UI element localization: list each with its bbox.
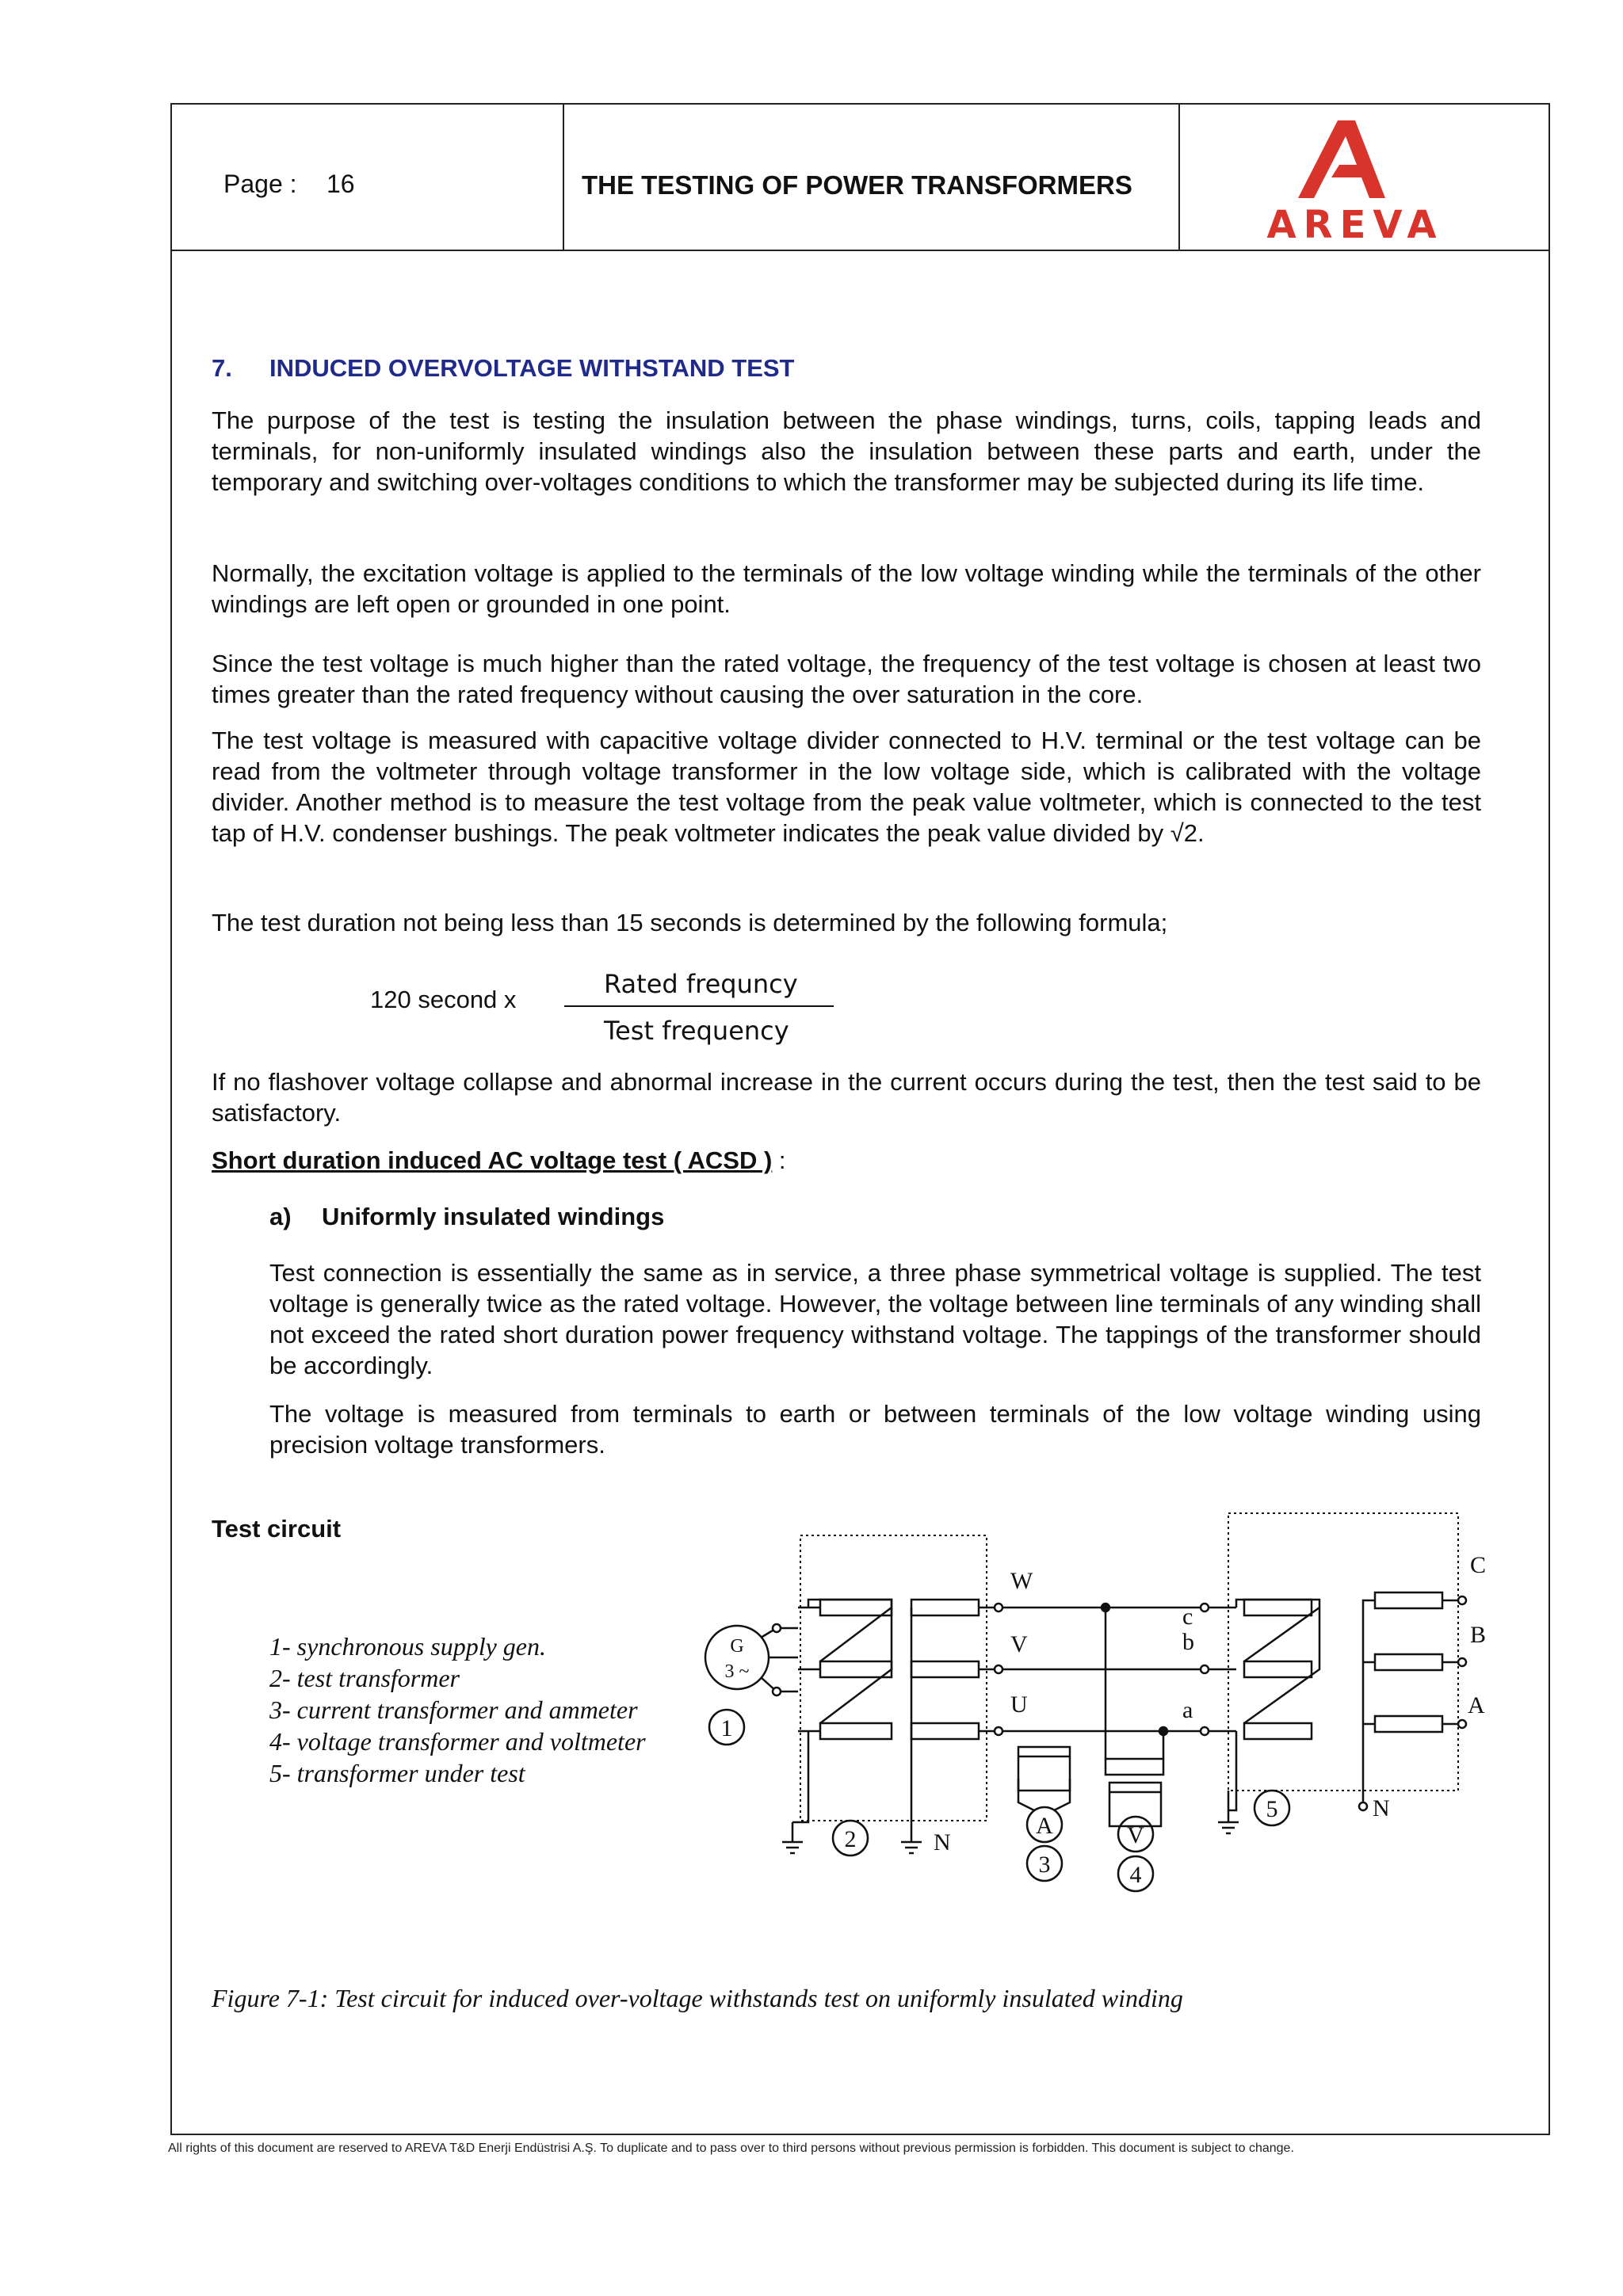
primary-winding — [820, 1723, 892, 1739]
acsd-heading — [212, 1145, 786, 1177]
label-n2: N — [1373, 1795, 1390, 1821]
secondary-winding — [911, 1723, 979, 1739]
label-u: U — [1010, 1691, 1028, 1718]
formula-prefix: 120 second x — [370, 986, 517, 1013]
test-circuit-heading: Test circuit — [212, 1515, 342, 1543]
paragraph-voltage-measured: The voltage is measured from terminals to earth or between terminals of the low voltage winding using precision voltage transformers. — [269, 1400, 1481, 1459]
subsection-a-label: a) — [269, 1203, 292, 1230]
lv-winding — [1244, 1723, 1312, 1739]
label-a-small: a — [1182, 1697, 1193, 1723]
voltage-transformer-secondary — [1109, 1783, 1161, 1826]
primary-winding — [820, 1600, 892, 1615]
paragraph-excitation: Normally, the excitation voltage is applied to the terminals of the low voltage winding while the terminals of the other windings are left open or grounded in one point. — [212, 559, 1481, 618]
subsection-a-heading — [269, 1201, 664, 1233]
label-w: W — [1010, 1568, 1033, 1594]
section-title: INDUCED OVERVOLTAGE WITHSTAND TEST — [269, 354, 795, 382]
formula-fraction-bar — [564, 1005, 834, 1007]
acsd-heading-text: Short duration induced AC voltage test ( ACSD ) — [212, 1146, 773, 1174]
junction — [1102, 1604, 1109, 1611]
gen-label-g: G — [730, 1636, 744, 1657]
ammeter-label: A — [1036, 1813, 1053, 1839]
document-title: THE TESTING OF POWER TRANSFORMERS — [582, 170, 1132, 200]
ground-symbol — [901, 1842, 922, 1853]
current-transformer — [1018, 1747, 1070, 1791]
page-label: Page : — [223, 170, 297, 198]
terminal-v — [995, 1665, 1002, 1673]
voltage-transformer — [1106, 1759, 1163, 1775]
legend-item: 3- current transformer and ammeter — [269, 1695, 638, 1724]
paragraph-test-connection: Test connection is essentially the same as in service, a three phase symmetrical voltage is supplied. The test voltage is generally twice as the rated voltage. However, the voltage between line terminals of any winding shall not exceed the rated short duration power frequency withstand voltage. The tappings of the transformer should be accordingly. — [269, 1259, 1481, 1379]
voltmeter-label: V — [1127, 1822, 1144, 1848]
subsection-a-title: Uniformly insulated windings — [322, 1203, 665, 1230]
hv-star-point — [1363, 1600, 1375, 1802]
acsd-heading-colon: : — [772, 1146, 786, 1174]
terminal-w — [995, 1604, 1002, 1611]
delta-connection — [1228, 1731, 1236, 1810]
terminal-n — [1359, 1802, 1367, 1810]
paragraph-duration: The test duration not being less than 15 seconds is determined by the following formula; — [212, 909, 1168, 936]
gen-label-phase: 3 ~ — [724, 1661, 750, 1682]
callout-2-label: 2 — [844, 1826, 857, 1852]
logo-wordmark: AREVA — [1266, 203, 1444, 246]
terminal-hv-a — [1458, 1720, 1466, 1728]
terminal-u — [995, 1727, 1002, 1735]
callout-3-label: 3 — [1038, 1852, 1051, 1878]
hv-winding — [1375, 1716, 1442, 1732]
section-number: 7. — [212, 354, 232, 382]
terminal-c — [1201, 1604, 1209, 1611]
callout-1-label: 1 — [720, 1715, 733, 1741]
terminal-a — [1201, 1727, 1209, 1735]
terminal-hv-c — [1458, 1596, 1466, 1604]
delta-connection — [1236, 1600, 1319, 1661]
hv-winding — [1375, 1592, 1442, 1608]
terminal — [773, 1624, 781, 1632]
terminal-b — [1201, 1665, 1209, 1673]
callout-5-label: 5 — [1266, 1796, 1278, 1822]
primary-winding — [820, 1661, 892, 1677]
footer-copyright: All rights of this document are reserved to AREVA T&D Enerji Endüstrisi A.Ş. To duplicate and to pass over to third persons without previous permission is forbidden. This document is subject to change. — [168, 2142, 1294, 2155]
legend-item: 5- transformer under test — [269, 1759, 525, 1787]
delta-connection — [820, 1608, 892, 1723]
page-number: 16 — [327, 170, 355, 198]
legend-item: 1- synchronous supply gen. — [269, 1632, 546, 1661]
legend-item: 2- test transformer — [269, 1664, 460, 1692]
label-b-big: B — [1470, 1622, 1487, 1648]
lv-winding — [1244, 1661, 1312, 1677]
label-c-small: c — [1182, 1604, 1193, 1630]
header-divider — [1178, 103, 1180, 251]
label-n1: N — [934, 1829, 951, 1855]
formula-denominator: Test frequency — [604, 1016, 789, 1046]
terminal-hv-b — [1458, 1658, 1466, 1666]
formula-numerator: Rated frequncy — [604, 969, 798, 999]
wire — [1054, 1779, 1070, 1810]
paragraph-purpose: The purpose of the test is testing the insulation between the phase windings, turns, coils, tapping leads and terminals, for non-uniformly insulated windings also the insulation between these parts and earth, under the temporary and switching over-voltages conditions to which the transformer may be subjected during its life time. — [212, 406, 1481, 496]
header-divider — [563, 103, 564, 251]
label-b-small: b — [1182, 1629, 1194, 1655]
label-v: V — [1010, 1631, 1028, 1657]
legend-item: 4- voltage transformer and voltmeter — [269, 1727, 646, 1756]
terminal — [773, 1688, 781, 1695]
wire — [1018, 1779, 1034, 1810]
hv-winding — [1375, 1654, 1442, 1670]
figure-caption: Figure 7-1: Test circuit for induced over-voltage withstands test on uniformly insulated winding — [212, 1984, 1183, 2012]
transformer-under-test-enclosure — [1228, 1513, 1458, 1791]
secondary-winding — [911, 1600, 979, 1615]
delta-connection — [1244, 1608, 1319, 1723]
areva-logo — [1244, 111, 1466, 246]
secondary-winding — [911, 1661, 979, 1677]
label-a-big: A — [1468, 1692, 1485, 1718]
lv-winding — [1244, 1600, 1312, 1615]
junction — [1159, 1727, 1167, 1735]
logo-a-mark — [1298, 120, 1385, 198]
test-circuit-diagram — [682, 1509, 1506, 1921]
paragraph-measurement: The test voltage is measured with capacitive voltage divider connected to H.V. terminal or the test voltage can be read from the voltmeter through voltage transformer in the low voltage side, which is calibrated with the voltage divider. Another method is to measure the test voltage from the peak value voltmeter, which is connected to the test tap of H.V. condenser bushings. The peak voltmeter indicates the peak value divided by √2. — [212, 727, 1481, 847]
paragraph-result: If no flashover voltage collapse and abnormal increase in the current occurs during the test, then the test said to be satisfactory. — [212, 1068, 1481, 1127]
label-c-big: C — [1470, 1552, 1487, 1578]
ground-symbol — [782, 1822, 803, 1853]
section-heading — [212, 353, 795, 384]
paragraph-frequency: Since the test voltage is much higher than the rated voltage, the frequency of the test voltage is chosen at least two times greater than the rated frequency without causing the over saturation in the core. — [212, 650, 1481, 708]
callout-4-label: 4 — [1129, 1862, 1142, 1888]
